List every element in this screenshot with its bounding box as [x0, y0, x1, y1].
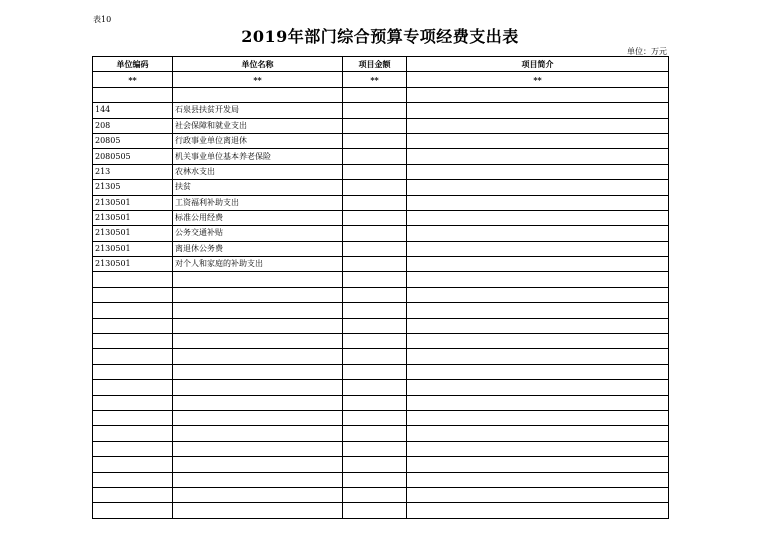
empty-cell: [93, 364, 173, 379]
unit-name-cell: 公务交通补贴: [173, 226, 343, 241]
table-row: [93, 441, 669, 456]
unit-label: 单位：万元: [627, 47, 667, 56]
empty-cell: [93, 410, 173, 425]
table-row: [93, 164, 669, 179]
table-row: [93, 303, 669, 318]
empty-cell: [343, 287, 407, 302]
empty-cell: [93, 457, 173, 472]
empty-cell: [93, 318, 173, 333]
empty-cell: [407, 472, 669, 487]
unit-name-cell: 标准公用经费: [173, 210, 343, 225]
unit-code-cell: 2130501: [93, 195, 173, 210]
empty-cell: [343, 380, 407, 395]
empty-cell: [173, 364, 343, 379]
empty-cell: [407, 410, 669, 425]
empty-cell: [93, 272, 173, 287]
marker-cell: **: [93, 72, 173, 87]
unit-code-cell: 208: [93, 118, 173, 133]
empty-cell: [343, 349, 407, 364]
empty-cell: [407, 303, 669, 318]
empty-cell: [407, 349, 669, 364]
description-cell: [407, 210, 669, 225]
empty-cell: [407, 380, 669, 395]
column-header-amount: 项目金额: [343, 57, 407, 72]
amount-cell: [343, 118, 407, 133]
empty-cell: [407, 426, 669, 441]
page-title: 2019年部门综合预算专项经费支出表: [241, 27, 519, 46]
empty-cell: [173, 287, 343, 302]
unit-code-cell: 2130501: [93, 226, 173, 241]
column-header-unit-code: 单位编码: [93, 57, 173, 72]
description-cell: [407, 257, 669, 272]
description-cell: [407, 149, 669, 164]
amount-cell: [343, 164, 407, 179]
unit-code-cell: 2130501: [93, 241, 173, 256]
marker-cell: **: [343, 72, 407, 87]
amount-cell: [343, 257, 407, 272]
empty-cell: [93, 87, 173, 102]
marker-row: [93, 72, 669, 87]
description-cell: [407, 195, 669, 210]
table-row: [93, 210, 669, 225]
marker-cell: **: [173, 72, 343, 87]
table-row: [93, 272, 669, 287]
empty-cell: [407, 334, 669, 349]
table-row: [93, 149, 669, 164]
table-row: [93, 349, 669, 364]
table-row: [93, 133, 669, 148]
description-cell: [407, 103, 669, 118]
table-row: [93, 103, 669, 118]
unit-code-cell: 21305: [93, 180, 173, 195]
amount-cell: [343, 195, 407, 210]
description-cell: [407, 241, 669, 256]
description-cell: [407, 180, 669, 195]
table-row: [93, 318, 669, 333]
empty-cell: [173, 87, 343, 102]
unit-name-cell: 社会保障和就业支出: [173, 118, 343, 133]
empty-cell: [93, 441, 173, 456]
description-cell: [407, 164, 669, 179]
sheet-label: 表10: [93, 15, 112, 24]
unit-name-cell: 行政事业单位离退休: [173, 133, 343, 148]
description-cell: [407, 118, 669, 133]
empty-cell: [173, 272, 343, 287]
empty-cell: [407, 457, 669, 472]
unit-name-cell: 对个人和家庭的补助支出: [173, 257, 343, 272]
table-row: [93, 410, 669, 425]
column-header-description: 项目简介: [407, 57, 669, 72]
empty-cell: [343, 441, 407, 456]
empty-cell: [173, 380, 343, 395]
empty-cell: [93, 380, 173, 395]
empty-cell: [343, 364, 407, 379]
empty-cell: [173, 303, 343, 318]
empty-cell: [407, 364, 669, 379]
empty-cell: [343, 426, 407, 441]
table-row: [93, 334, 669, 349]
table-row: [93, 457, 669, 472]
table-row: [93, 257, 669, 272]
description-cell: [407, 226, 669, 241]
empty-cell: [173, 441, 343, 456]
empty-cell: [93, 349, 173, 364]
unit-name-cell: 机关事业单位基本养老保险: [173, 149, 343, 164]
amount-cell: [343, 149, 407, 164]
empty-cell: [93, 303, 173, 318]
table-row: [93, 226, 669, 241]
empty-cell: [173, 472, 343, 487]
empty-cell: [343, 503, 407, 518]
table-row: [93, 364, 669, 379]
amount-cell: [343, 103, 407, 118]
empty-cell: [407, 287, 669, 302]
empty-cell: [343, 272, 407, 287]
empty-cell: [93, 426, 173, 441]
empty-cell: [407, 272, 669, 287]
unit-code-cell: 20805: [93, 133, 173, 148]
table-row: [93, 287, 669, 302]
empty-cell: [343, 457, 407, 472]
empty-cell: [343, 472, 407, 487]
empty-cell: [173, 334, 343, 349]
empty-cell: [343, 487, 407, 502]
empty-cell: [93, 472, 173, 487]
empty-cell: [173, 410, 343, 425]
empty-cell: [173, 503, 343, 518]
unit-name-cell: 工资福利补助支出: [173, 195, 343, 210]
empty-cell: [173, 318, 343, 333]
table-row: [93, 426, 669, 441]
unit-name-cell: 离退休公务费: [173, 241, 343, 256]
empty-cell: [93, 503, 173, 518]
description-cell: [407, 133, 669, 148]
unit-name-cell: 扶贫: [173, 180, 343, 195]
empty-cell: [173, 487, 343, 502]
table-header-row: [93, 57, 669, 72]
empty-cell: [407, 395, 669, 410]
table-row: [93, 487, 669, 502]
unit-code-cell: 2080505: [93, 149, 173, 164]
amount-cell: [343, 241, 407, 256]
empty-cell: [343, 318, 407, 333]
table-row: [93, 503, 669, 518]
table-row: [93, 87, 669, 102]
amount-cell: [343, 210, 407, 225]
marker-cell: **: [407, 72, 669, 87]
unit-code-cell: 2130501: [93, 257, 173, 272]
expenditure-table: [92, 56, 669, 519]
table-row: [93, 472, 669, 487]
empty-cell: [407, 487, 669, 502]
empty-cell: [93, 487, 173, 502]
unit-code-cell: 144: [93, 103, 173, 118]
unit-code-cell: 2130501: [93, 210, 173, 225]
empty-cell: [407, 503, 669, 518]
table-row: [93, 180, 669, 195]
empty-cell: [93, 287, 173, 302]
empty-cell: [407, 318, 669, 333]
unit-name-cell: 石泉县扶贫开发局: [173, 103, 343, 118]
empty-cell: [343, 303, 407, 318]
empty-cell: [173, 457, 343, 472]
empty-cell: [343, 410, 407, 425]
empty-cell: [407, 87, 669, 102]
table-row: [93, 395, 669, 410]
empty-cell: [93, 395, 173, 410]
unit-name-cell: 农林水支出: [173, 164, 343, 179]
empty-cell: [407, 441, 669, 456]
empty-cell: [173, 349, 343, 364]
table-row: [93, 380, 669, 395]
empty-cell: [173, 426, 343, 441]
table-row: [93, 195, 669, 210]
table-row: [93, 241, 669, 256]
empty-cell: [343, 334, 407, 349]
table-body: [93, 87, 669, 518]
amount-cell: [343, 133, 407, 148]
empty-cell: [173, 395, 343, 410]
amount-cell: [343, 226, 407, 241]
empty-cell: [343, 87, 407, 102]
empty-cell: [93, 334, 173, 349]
table-row: [93, 118, 669, 133]
amount-cell: [343, 180, 407, 195]
empty-cell: [343, 395, 407, 410]
unit-code-cell: 213: [93, 164, 173, 179]
column-header-unit-name: 单位名称: [173, 57, 343, 72]
